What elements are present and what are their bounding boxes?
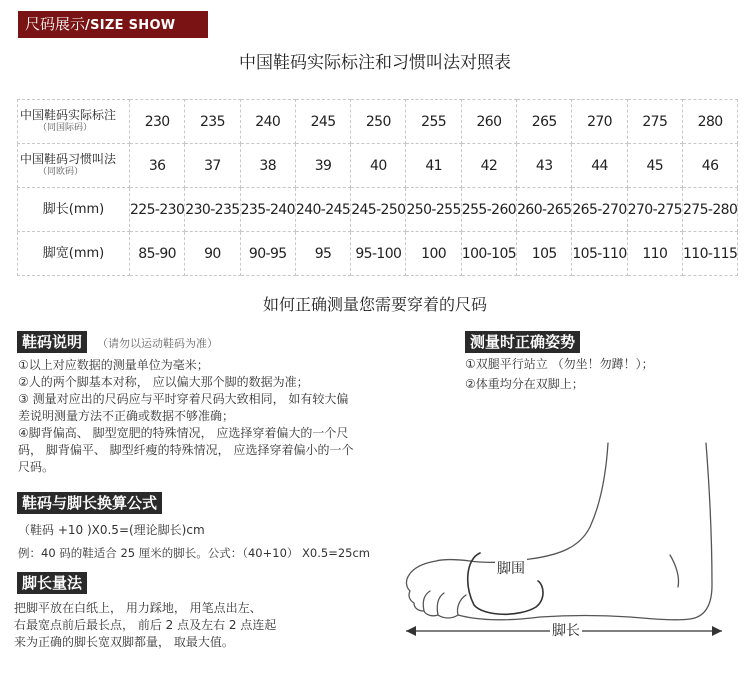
table-cell: 245: [295, 100, 350, 144]
table-row: [18, 232, 738, 276]
foot-length-line: 右最宽点前后最长点， 前后 2 点及左右 2 点连起: [14, 618, 277, 632]
foot-length-text: [14, 600, 276, 651]
shoe-size-note-remark: （请勿以运动鞋码为准）: [97, 337, 218, 350]
conversion-example: 例：40 码的鞋适合 25 厘米的脚长。公式：（40+10） X0.5=25cm: [18, 546, 370, 560]
heading-conversion: 鞋码与脚长换算公式: [17, 492, 162, 514]
table-cell: 270-275: [627, 188, 682, 232]
table-cell: 100-105: [461, 232, 516, 276]
table-cell: 265: [517, 100, 572, 144]
length-arrow-left: [406, 626, 416, 636]
row-header: [18, 232, 130, 276]
note-line: 码， 脚背偏平、 脚型纤瘦的特殊情况， 应选择穿着偏小的一个: [18, 443, 354, 457]
posture-line: ①双腿平行站立 （勿坐！勿蹲！）；: [465, 357, 654, 371]
length-label: 脚长: [550, 620, 582, 640]
row-header: [18, 144, 130, 188]
table-cell: 100: [406, 232, 461, 276]
table-cell: 36: [130, 144, 185, 188]
row-sublabel: （同国际码）: [38, 122, 93, 133]
note-line: ④脚背偏高、 脚型宽肥的特殊情况， 应选择穿着偏大的一个尺: [18, 426, 349, 440]
table-cell: 275: [627, 100, 682, 144]
size-table: [17, 99, 738, 276]
table-cell: 95: [295, 232, 350, 276]
heading-posture: 测量时正确姿势: [465, 331, 580, 353]
table-cell: 110: [627, 232, 682, 276]
table-cell: 255-260: [461, 188, 516, 232]
row-label: 中国鞋码实际标注: [20, 107, 117, 122]
table-cell: 40: [351, 144, 406, 188]
row-header: [18, 100, 130, 144]
table-cell: 85-90: [130, 232, 185, 276]
foot-length-line: 来为正确的脚长宽双脚都量， 取最大值。: [14, 635, 234, 649]
table-cell: 250-255: [406, 188, 461, 232]
row-sublabel: （同欧码）: [38, 166, 84, 177]
table-cell: 90: [185, 232, 240, 276]
table-cell: 105: [517, 232, 572, 276]
table-row: [18, 144, 738, 188]
posture-text: [465, 356, 654, 393]
toe-lines: [423, 591, 466, 615]
section-banner: [18, 11, 208, 38]
table-cell: 46: [682, 144, 737, 188]
heading-foot-length: 脚长量法: [17, 572, 87, 594]
banner-en: /SIZE SHOW: [85, 18, 176, 33]
table-cell: 240: [240, 100, 295, 144]
table-cell: 240-245: [295, 188, 350, 232]
girth-label: 脚围: [495, 558, 527, 578]
shoe-size-note-text: [18, 357, 353, 476]
banner-cn: 尺码展示: [25, 15, 86, 33]
table-cell: 270: [572, 100, 627, 144]
table-cell: 235-240: [240, 188, 295, 232]
measure-title: 如何正确测量您需要穿着的尺码: [262, 295, 487, 314]
table-cell: 44: [572, 144, 627, 188]
table-cell: 235: [185, 100, 240, 144]
table-cell: 230-235: [185, 188, 240, 232]
table-cell: 39: [295, 144, 350, 188]
table-cell: 38: [240, 144, 295, 188]
foot-outline: [406, 443, 712, 620]
table-cell: 265-270: [572, 188, 627, 232]
table-cell: 250: [351, 100, 406, 144]
table-cell: 230: [130, 100, 185, 144]
table-cell: 41: [406, 144, 461, 188]
note-line: 尺码。: [18, 460, 55, 474]
length-arrow-right: [712, 626, 722, 636]
table-row: [18, 188, 738, 232]
foot-length-line: 把脚平放在白纸上， 用力踩地， 用笔点出左、: [14, 601, 262, 615]
table-cell: 45: [627, 144, 682, 188]
table-cell: 260: [461, 100, 516, 144]
note-line: ③ 测量对应出的尺码应与平时穿着尺码大致相同， 如有较大偏: [18, 392, 349, 406]
posture-line: ②体重均分在双脚上；: [465, 377, 584, 391]
heading-shoe-size-note: 鞋码说明: [17, 331, 87, 353]
table-cell: 225-230: [130, 188, 185, 232]
row-header: [18, 188, 130, 232]
table-cell: 245-250: [351, 188, 406, 232]
table-cell: 43: [517, 144, 572, 188]
conversion-formula: （鞋码 +10 )X0.5=(理论脚长)cm: [18, 523, 205, 537]
table-cell: 275-280: [682, 188, 737, 232]
table-cell: 255: [406, 100, 461, 144]
note-line: ②人的两个脚基本对称， 应以偏大那个脚的数据为准；: [18, 375, 309, 389]
foot-diagram: [400, 435, 730, 645]
note-line: 差说明测量方法不正确或数据不够准确；: [18, 409, 235, 423]
note-line: ①以上对应数据的测量单位为毫米；: [18, 358, 209, 372]
row-label: 脚宽(mm): [42, 246, 105, 261]
table-cell: 280: [682, 100, 737, 144]
row-label: 中国鞋码习惯叫法: [20, 151, 117, 166]
table-title: 中国鞋码实际标注和习惯叫法对照表: [239, 53, 511, 73]
table-cell: 95-100: [351, 232, 406, 276]
table-cell: 105-110: [572, 232, 627, 276]
table-row: [18, 100, 738, 144]
table-cell: 90-95: [240, 232, 295, 276]
conversion-text: [18, 522, 370, 562]
table-cell: 110-115: [682, 232, 737, 276]
table-cell: 260-265: [517, 188, 572, 232]
row-label: 脚长(mm): [42, 202, 105, 217]
ankle-line: [670, 555, 679, 587]
table-cell: 37: [185, 144, 240, 188]
table-cell: 42: [461, 144, 516, 188]
